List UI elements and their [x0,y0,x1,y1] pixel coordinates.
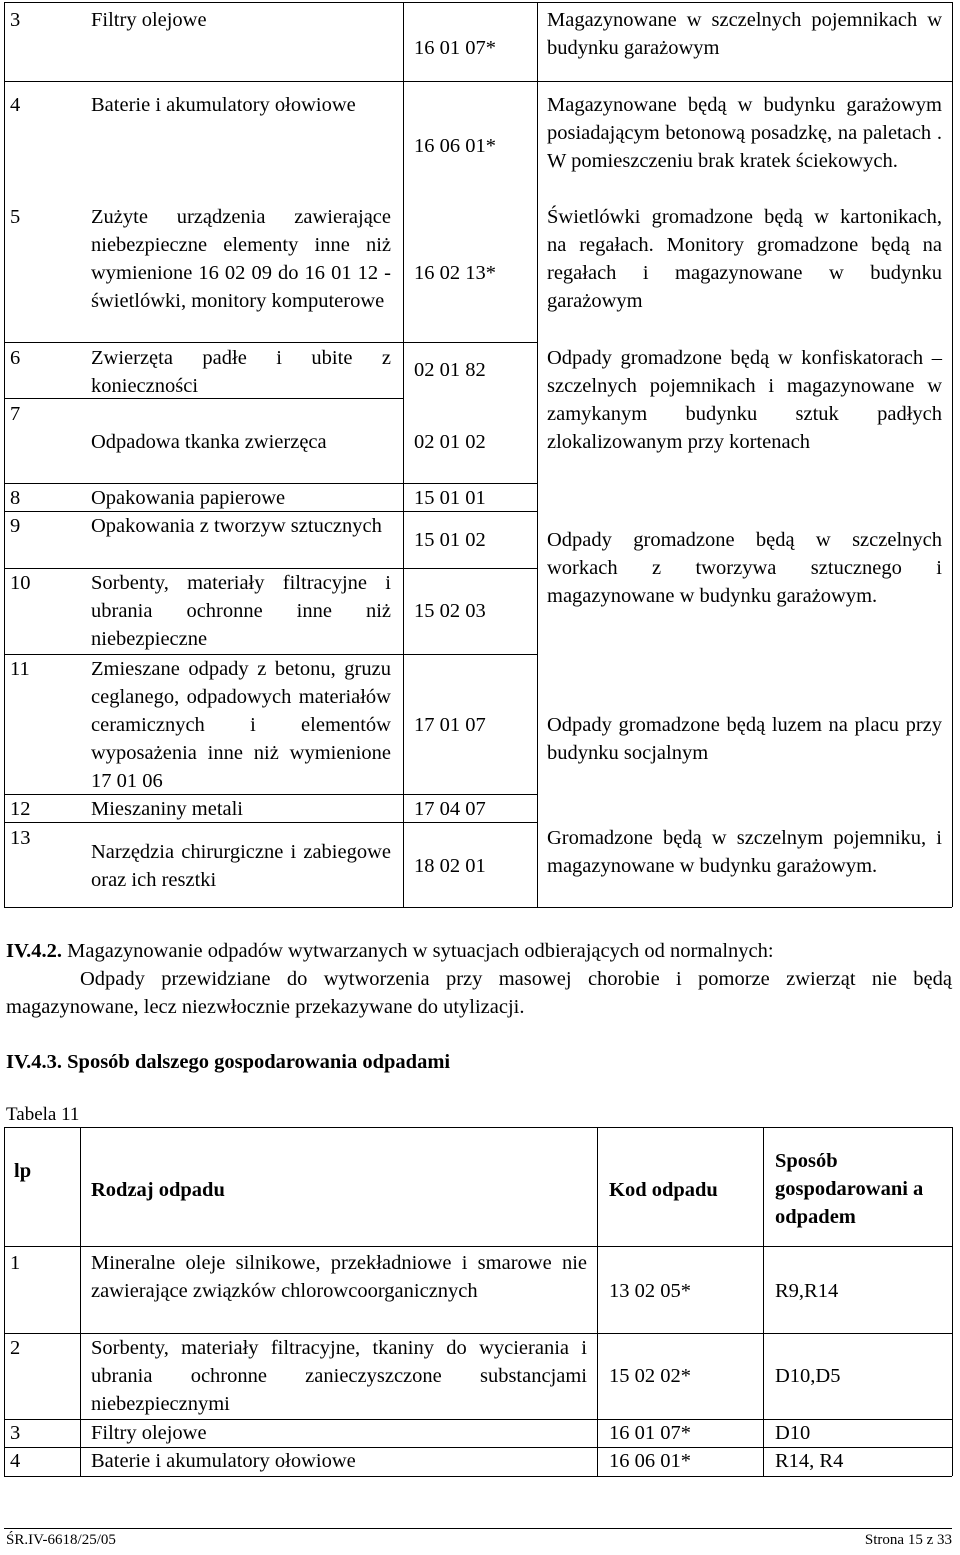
row-code: 17 04 07 [414,798,486,820]
header-method: Sposób gospodarowani a odpadem [775,1150,924,1228]
row-storage: Magazynowane w szczelnych pojemnikach w budynku garażowym [547,9,942,59]
row-code: 16 06 01* [609,1450,691,1472]
table-caption: Tabela 11 [6,1104,80,1125]
footer-rule [4,1528,952,1529]
row-lp: 12 [10,798,31,820]
row-code: 15 02 03 [414,600,486,622]
row-code: 16 02 13* [414,262,496,284]
row-code: 16 01 07* [609,1422,691,1444]
row-lp: 5 [10,206,21,228]
row-code: 15 01 02 [414,529,486,551]
header-lp: lp [14,1160,32,1182]
row-lp: 4 [10,1450,21,1472]
row-lp: 10 [10,572,31,594]
row-method: R9,R14 [775,1280,839,1302]
row-storage: Odpady gromadzone będą luzem na placu przy budynku socjalnym [547,714,942,764]
row-lp: 4 [10,94,21,116]
row-lp: 1 [10,1252,21,1274]
section-number: IV.4.2. [6,940,63,962]
row-name: Opakowania papierowe [91,487,286,509]
row-name: Zwierzęta padłe i ubite z konieczności [91,347,391,397]
row-lp: 3 [10,9,21,31]
row-lp: 7 [10,403,21,425]
row-lp: 6 [10,347,21,369]
row-method: R14, R4 [775,1450,844,1472]
row-code: 02 01 82 [414,359,486,381]
row-type: Baterie i akumulatory ołowiowe [91,1450,356,1472]
row-name: Zmieszane odpady z betonu, gruzu ceglanego, odpadowych materiałów ceramicznych i elementów wyposażenia inne niż wymienione 17 01 06 [91,658,391,792]
row-name: Odpadowa tkanka zwierzęca [91,431,327,453]
row-code: 02 01 02 [414,431,486,453]
row-name: Baterie i akumulatory ołowiowe [91,94,356,116]
row-storage: Świetlówki gromadzone będą w kartonikach, na regałach. Monitory gromadzone będą na regałach i magazynowane w budynku garażowym [547,206,942,312]
section-442-body: Odpady przewidziane do wytworzenia przy masowej chorobie i pomorze zwierząt nie będą magazynowane, lecz niezwłocznie przekazywane do utylizacji. [6,968,952,1018]
row-lp: 9 [10,515,21,537]
row-code: 13 02 05* [609,1280,691,1302]
row-type: Mineralne oleje silnikowe, przekładniowe i smarowe nie zawierające związków chlorowcoorganicznych [91,1252,587,1302]
row-name: Mieszaniny metali [91,798,243,820]
row-name: Opakowania z tworzyw sztucznych [91,515,382,537]
row-name: Filtry olejowe [91,9,207,31]
row-lp: 13 [10,827,31,849]
row-storage: Gromadzone będą w szczelnym pojemniku, i magazynowane w budynku garażowym. [547,827,942,877]
row-code: 16 01 07* [414,37,496,59]
row-code: 15 01 01 [414,487,486,509]
row-storage: Odpady gromadzone będą w konfiskatorach – szczelnych pojemnikach i magazynowane w zamykanym budynku sztuk padłych zlokalizowanym przy kortenach [547,347,942,453]
row-method: D10,D5 [775,1365,841,1387]
header-code: Kod odpadu [609,1179,718,1201]
row-type: Filtry olejowe [91,1422,207,1444]
row-method: D10 [775,1422,811,1444]
section-443-heading: IV.4.3. Sposób dalszego gospodarowania odpadami [6,1051,451,1073]
row-lp: 11 [10,658,30,680]
section-title: Magazynowanie odpadów wytwarzanych w sytuacjach odbierających od normalnych: [62,940,774,962]
row-code: 15 02 02* [609,1365,691,1387]
row-storage: Odpady gromadzone będą w szczelnych workach z tworzywa sztucznego i magazynowane w budynku garażowym. [547,529,942,607]
row-name: Narzędzia chirurgiczne i zabiegowe oraz ich resztki [91,841,391,891]
row-lp: 2 [10,1337,21,1359]
row-type: Sorbenty, materiały filtracyjne, tkaniny do wycierania i ubrania ochronne zanieczyszczone substancjami niebezpiecznymi [91,1337,587,1415]
row-code: 18 02 01 [414,855,486,877]
section-442-heading [6,937,774,965]
row-lp: 8 [10,487,21,509]
row-name: Sorbenty, materiały filtracyjne i ubrania ochronne inne niż niebezpieczne [91,572,391,650]
header-type: Rodzaj odpadu [91,1179,225,1201]
footer-doc-ref: ŚR.IV-6618/25/05 [6,1532,116,1548]
footer-page-number: Strona 15 z 33 [864,1532,952,1548]
row-name: Zużyte urządzenia zawierające niebezpieczne elementy inne niż wymienione 16 02 09 do 16 01 12 - świetlówki, monitory komputerowe [91,206,391,312]
row-storage: Magazynowane będą w budynku garażowym posiadającym betonową posadzkę, na paletach . W pomieszczeniu brak kratek ściekowych. [547,94,942,172]
row-code: 16 06 01* [414,135,496,157]
row-code: 17 01 07 [414,714,486,736]
row-lp: 3 [10,1422,21,1444]
